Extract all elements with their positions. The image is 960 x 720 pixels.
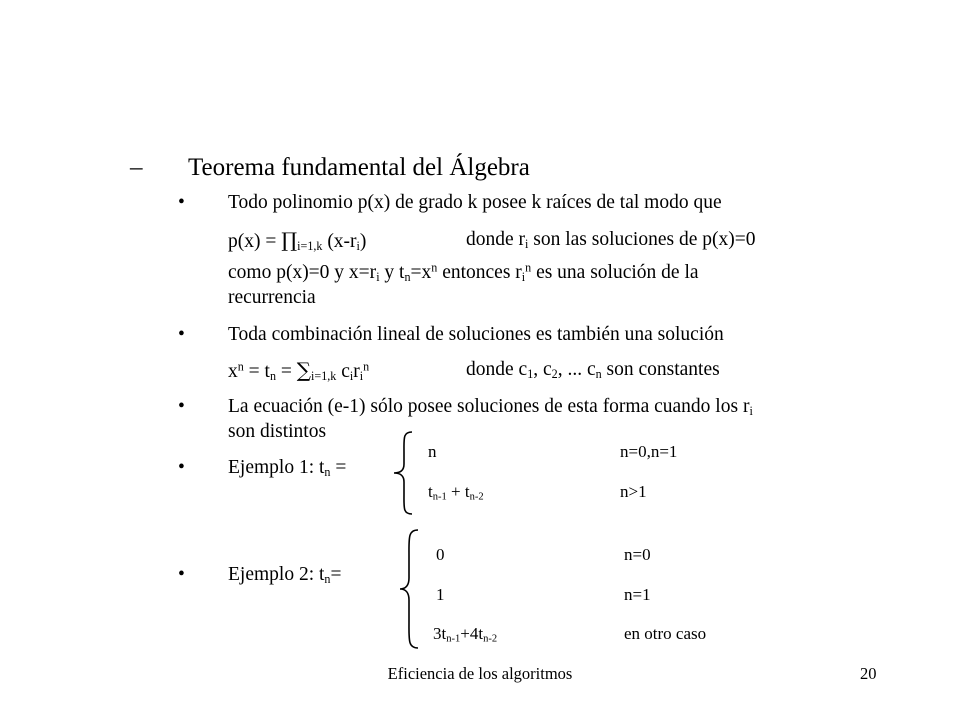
bullet-2-text: Toda combinación lineal de soluciones es también una solución (228, 324, 724, 345)
example-1-row-2-value: $t_{n-1} + t_{n-2}$ (428, 482, 484, 503)
example-1-row-1-value: n (428, 442, 437, 461)
product-formula-explanation: donde $r_i$ son las soluciones de p(x)=0 (466, 229, 756, 252)
example-1-label: Ejemplo 1: $t_n$ = (228, 457, 347, 480)
example-1-row-2-condition: n>1 (620, 482, 647, 501)
roots-solution-line: como p(x)=0 y $x=r_i$ y $t_n=x^n$ entonces $r_i^n$ es una solución de la (228, 260, 699, 285)
left-brace-icon (398, 528, 420, 650)
bullet-marker: • (178, 324, 185, 345)
bullet-marker: • (178, 457, 185, 478)
footer-title: Eficiencia de los algoritmos (387, 664, 573, 683)
roots-solution-line-wrap: recurrencia (228, 287, 316, 308)
example-2-row-3-condition: en otro caso (624, 624, 707, 643)
page-number: 20 (860, 664, 877, 683)
product-formula: $p(x) = \prod_{i=1,k}$ $(x-r_i)$ (228, 228, 367, 254)
sum-symbol: ∑ (296, 358, 312, 382)
product-symbol: ∏ (281, 228, 298, 252)
example-2-row-2-value: 1 (436, 585, 445, 604)
bullet-1-text: Todo polinomio p(x) de grado k posee k raíces de tal modo que (228, 192, 722, 213)
example-1-row-1-condition: n=0,n=1 (620, 442, 678, 461)
example-2-row-1-value: 0 (436, 545, 445, 564)
bullet-marker: • (178, 564, 185, 585)
bullet-3-text: La ecuación (e-1) sólo posee soluciones de esta forma cuando los $r_i$ (228, 396, 753, 419)
sum-formula-explanation: donde $c_1$, $c_2$, ... $c_n$ son constantes (466, 359, 720, 382)
left-brace-icon (392, 430, 414, 516)
bullet-marker: • (178, 396, 185, 417)
heading-dash: – (130, 154, 143, 181)
bullet-3-text-wrap: son distintos (228, 421, 327, 442)
example-2-row-3-value: $3t_{n-1}+4t_{n-2}$ (433, 624, 498, 645)
slide-heading: Teorema fundamental del Álgebra (188, 154, 530, 181)
bullet-marker: • (178, 192, 185, 213)
sum-formula: $x^n = t_n = \sum_{i=1,k}$ $c_ir_i^n$ (228, 358, 370, 384)
example-2-row-1-condition: n=0 (624, 545, 651, 564)
example-2-row-2-condition: n=1 (624, 585, 651, 604)
example-2-label: Ejemplo 2: $t_n=$ (228, 564, 342, 587)
